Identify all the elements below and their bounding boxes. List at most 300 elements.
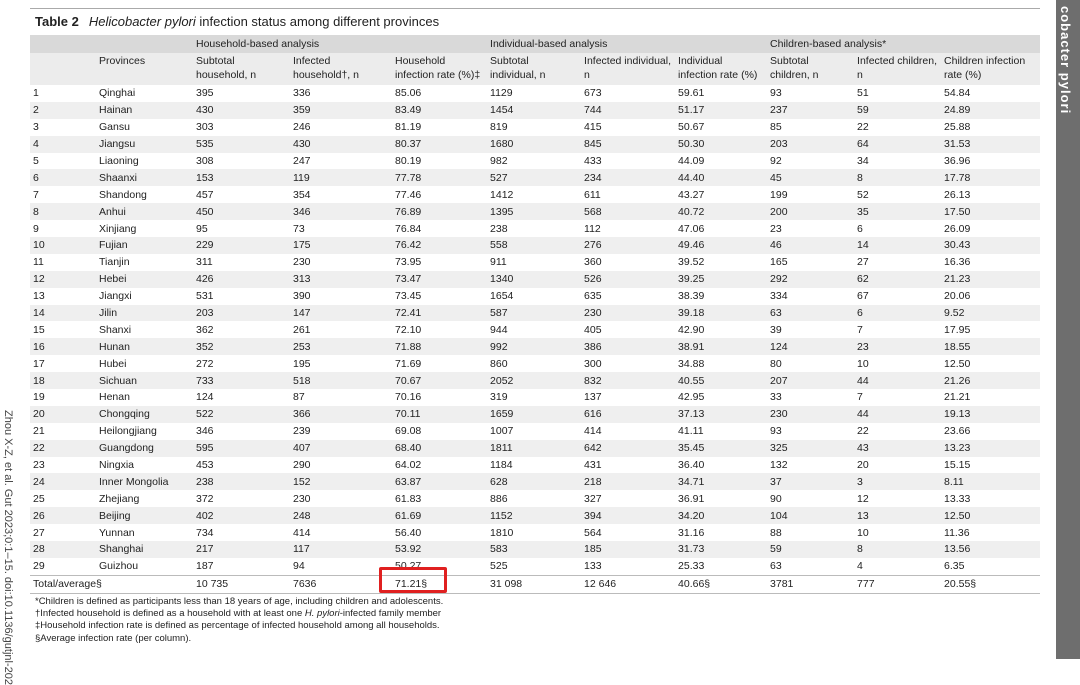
table-cell: 527 [487, 169, 581, 186]
table-cell: Liaoning [99, 155, 139, 167]
table-cell: 992 [487, 338, 581, 355]
table-cell: 27 [33, 526, 45, 539]
table-cell: 70.16 [395, 391, 422, 404]
table-cell: 366 [290, 406, 392, 423]
table-cell: 83.49 [392, 102, 487, 119]
total-cell [96, 575, 193, 593]
table-cell: 71.69 [395, 357, 422, 370]
table-cell: Hebei [96, 271, 193, 288]
table-cell: 4 [857, 560, 863, 573]
table-cell: 313 [290, 271, 392, 288]
table-cell: 642 [581, 440, 675, 457]
table-cell: 19.13 [941, 406, 1040, 423]
table-row [30, 541, 1040, 558]
table-cell: 22 [857, 121, 869, 134]
table-cell: 431 [584, 459, 602, 472]
footnote-part: H. pylori [304, 608, 340, 620]
table-cell: 185 [581, 541, 675, 558]
table-cell: 137 [584, 391, 602, 404]
table-cell: 39 [770, 323, 782, 336]
table-cell: 36.91 [678, 492, 705, 505]
table-cell: 229 [193, 237, 290, 254]
table-cell: 1395 [487, 203, 581, 220]
table-cell: 568 [581, 203, 675, 220]
table-cell: 13 [854, 507, 941, 524]
table-cell: 734 [196, 526, 214, 539]
table-cell: 311 [196, 256, 213, 269]
table-cell: 407 [290, 440, 392, 457]
group-individual: Individual-based analysis [487, 35, 767, 53]
table-cell: 334 [770, 290, 788, 303]
table-cell: 152 [290, 473, 392, 490]
highlight-box [379, 567, 447, 593]
table-cell: 87 [293, 391, 305, 404]
table-row [30, 440, 1040, 457]
table-cell: 95 [196, 222, 208, 235]
column-header: Subtotal children, n [767, 53, 854, 85]
table-row [30, 406, 1040, 423]
table-cell: 124 [767, 338, 854, 355]
table-footnotes [35, 596, 443, 645]
table-cell: 76.89 [392, 203, 487, 220]
table-cell: Fujian [96, 237, 193, 254]
table-cell: 1 [33, 87, 39, 100]
table-cell: 38.39 [678, 290, 705, 303]
footnote [35, 596, 443, 608]
table-cell: 300 [584, 357, 602, 370]
table-cell: 832 [581, 372, 675, 389]
table-cell: 10 [857, 526, 869, 539]
table-cell: Jiangxi [99, 290, 132, 303]
table-cell: 426 [193, 271, 290, 288]
table-cell: 22 [30, 440, 96, 457]
table-cell: 29 [33, 560, 45, 573]
table-cell: 944 [490, 323, 508, 336]
table-cell: Yunnan [99, 526, 135, 539]
table-cell: 50.67 [678, 121, 705, 134]
table-cell: 218 [581, 473, 675, 490]
table-cell: 1811 [487, 440, 581, 457]
table-cell: Zhejiang [99, 492, 140, 505]
table-cell: 217 [193, 541, 290, 558]
table-cell: 73.45 [395, 290, 422, 303]
table-cell: 39.25 [675, 271, 767, 288]
table-cell: 34 [857, 155, 869, 167]
data-table [30, 35, 1040, 594]
table-cell: 20.06 [944, 290, 971, 303]
table-cell: 153 [193, 169, 290, 186]
table-cell: 6 [857, 222, 863, 235]
top-rule [30, 8, 1040, 9]
table-cell: 230 [581, 305, 675, 322]
total-cell: 10 735 [193, 575, 290, 593]
footnote-part: *Children is defined as participants less than 18 years of age, including children and adolescents. [35, 596, 444, 607]
table-cell: Gansu [99, 121, 130, 134]
table-cell: 81.19 [395, 121, 422, 134]
table-cell: 31.73 [675, 541, 767, 558]
table-cell: 982 [490, 155, 508, 167]
table-cell: 247 [293, 155, 311, 167]
table-cell: 69.08 [395, 425, 422, 438]
group-header-row [30, 35, 1040, 53]
table-cell: 860 [490, 357, 508, 370]
table-cell: Anhui [96, 203, 193, 220]
table-cell: 26 [30, 507, 96, 524]
table-cell: 414 [293, 526, 311, 539]
table-cell: 35.45 [675, 440, 767, 457]
table-cell: 51.17 [675, 102, 767, 119]
table-row [30, 338, 1040, 355]
table-cell: 26.13 [944, 188, 971, 201]
table-cell: 61.83 [395, 492, 422, 505]
table-cell: Xinjiang [99, 222, 137, 235]
table-cell: 276 [581, 237, 675, 254]
table-cell: 85 [770, 121, 782, 134]
table-cell: 237 [767, 102, 854, 119]
footnote [35, 620, 443, 632]
table-cell: 70.11 [392, 406, 487, 423]
table-cell: 24 [30, 473, 96, 490]
table-cell: 39.18 [675, 305, 767, 322]
table-cell: 1659 [487, 406, 581, 423]
table-cell: 1810 [490, 526, 514, 539]
table-cell: 1680 [487, 136, 581, 153]
table-cell: 73.95 [395, 256, 422, 269]
table-cell: 41.11 [678, 425, 704, 438]
table-cell: 8.11 [941, 473, 1040, 490]
table-cell: 360 [584, 256, 602, 269]
table-cell: 253 [290, 338, 392, 355]
table-cell: 611 [584, 188, 601, 201]
table-cell: 3 [854, 473, 941, 490]
table-cell: Hunan [96, 338, 193, 355]
table-cell: 63 [767, 305, 854, 322]
total-cell: Total/average§ [30, 575, 96, 593]
footnote-part: †Infected household is defined as a household with at least one [35, 608, 305, 620]
table-cell: 80 [770, 357, 782, 370]
table-cell: 44.09 [678, 155, 705, 167]
table-cell: 37 [767, 473, 854, 490]
table-cell: 362 [196, 323, 214, 336]
table-row [30, 524, 1040, 541]
table-cell: 104 [767, 507, 854, 524]
table-cell: 11 [33, 256, 44, 269]
table-cell: 35 [854, 203, 941, 220]
table-row [30, 457, 1040, 474]
table-cell: 50.30 [675, 136, 767, 153]
table-cell: Jilin [96, 305, 193, 322]
table-row [30, 186, 1040, 203]
table-cell: 59.61 [678, 87, 705, 100]
table-cell: 12.50 [941, 507, 1040, 524]
table-cell: 119 [290, 169, 392, 186]
left-margin [0, 0, 28, 685]
table-row [30, 271, 1040, 288]
table-cell: 272 [196, 357, 214, 370]
table-row [30, 119, 1040, 136]
column-header: Subtotal individual, n [487, 53, 581, 85]
table-cell: 52 [857, 188, 869, 201]
table-cell: 26.09 [944, 222, 971, 235]
table-cell: 10 [857, 357, 869, 370]
table-cell: 34.88 [678, 357, 705, 370]
table-row [30, 203, 1040, 220]
table-cell: 1454 [487, 102, 581, 119]
table-cell: 433 [584, 155, 602, 167]
table-cell: 203 [193, 305, 290, 322]
table-title [35, 14, 439, 29]
table-cell: 28 [30, 541, 96, 558]
table-cell: 303 [196, 121, 214, 134]
total-cell: 12 646 [581, 575, 675, 593]
column-header: Infected children, n [854, 53, 941, 85]
table-cell: 13.33 [944, 492, 971, 505]
table-cell: Jiangsu [96, 136, 193, 153]
table-cell: 402 [193, 507, 290, 524]
table-cell: 17.95 [944, 323, 971, 336]
table-row [30, 169, 1040, 186]
table-cell: Qinghai [99, 87, 136, 100]
table-cell: 1007 [490, 425, 514, 438]
table-cell: 886 [490, 492, 508, 505]
table-cell: 1129 [490, 87, 513, 100]
table-cell: 93 [770, 425, 782, 438]
table-cell: 3 [33, 121, 39, 134]
table-cell: 175 [290, 237, 392, 254]
table-cell: 6.35 [944, 560, 965, 573]
table-cell: 17.50 [941, 203, 1040, 220]
column-header: Infected household†, n [290, 53, 392, 85]
table-cell: 23 [854, 338, 941, 355]
table-cell: 33 [770, 391, 782, 404]
table-cell: 635 [584, 290, 602, 303]
table-cell: 59 [767, 541, 854, 558]
total-cell: 3781 [767, 575, 854, 593]
table-cell: 21.23 [941, 271, 1040, 288]
table-cell: 16 [30, 338, 96, 355]
table-cell: 132 [770, 459, 788, 472]
table-cell: Sichuan [96, 372, 193, 389]
footnote-part: §Average infection rate (per column). [35, 632, 192, 644]
table-cell: 415 [584, 121, 602, 134]
table-cell: 21 [33, 425, 45, 438]
table-cell: 526 [581, 271, 675, 288]
table-cell: 73 [293, 222, 305, 235]
table-cell: 71.88 [392, 338, 487, 355]
table-cell: 76.84 [395, 222, 422, 235]
table-cell: 7 [33, 188, 39, 201]
table-cell: 76.42 [392, 237, 487, 254]
table-cell: Tianjin [99, 256, 130, 269]
table-cell: Shandong [99, 188, 147, 201]
table-cell: 230 [293, 256, 311, 269]
table-cell: 535 [193, 136, 290, 153]
table-row [30, 237, 1040, 254]
footnote-part: -infected family member [339, 608, 442, 620]
table-cell: 15 [33, 323, 45, 336]
table-row [30, 102, 1040, 119]
total-row [30, 575, 1040, 593]
table-cell: 238 [490, 222, 508, 235]
table-cell: 30.43 [941, 237, 1040, 254]
total-cell: 7636 [290, 575, 392, 593]
table-cell: 31.53 [941, 136, 1040, 153]
table-cell: 45 [767, 169, 854, 186]
table-cell: Beijing [96, 507, 193, 524]
table-cell: 911 [490, 256, 507, 269]
table-cell: 73.47 [392, 271, 487, 288]
table-cell: 8 [854, 169, 941, 186]
table-cell: 22 [857, 425, 869, 438]
table-cell: 6 [30, 169, 96, 186]
table-cell: 319 [490, 391, 508, 404]
table-cell: 124 [196, 391, 214, 404]
table-cell: 2052 [487, 372, 581, 389]
table-cell: 50.27 [395, 560, 422, 573]
table-cell: 16.36 [944, 256, 971, 269]
table-cell: 327 [584, 492, 602, 505]
table-cell: 34.71 [675, 473, 767, 490]
table-cell: 1412 [490, 188, 514, 201]
table-cell: 6 [854, 305, 941, 322]
table-cell: 346 [196, 425, 214, 438]
table-cell: 207 [767, 372, 854, 389]
table-cell: 43 [854, 440, 941, 457]
table-cell: 1152 [487, 507, 581, 524]
column-header: Children infection rate (%) [941, 53, 1040, 85]
table-row [30, 85, 1040, 102]
table-row [30, 423, 1040, 440]
total-cell: 20.55§ [941, 575, 1040, 593]
column-header: Subtotal household, n [193, 53, 290, 85]
table-cell: 20 [857, 459, 869, 472]
table-cell: 1654 [490, 290, 514, 303]
table-cell: 14 [30, 305, 96, 322]
table-cell: Shanghai [96, 541, 193, 558]
table-cell: 85.06 [395, 87, 422, 100]
table-cell: 25.33 [678, 560, 705, 573]
table-row [30, 389, 1040, 406]
table-cell: 37.13 [675, 406, 767, 423]
table-cell: 44.40 [675, 169, 767, 186]
title-italic: Helicobacter pylori [88, 14, 196, 29]
table-row [30, 321, 1040, 338]
table-row [30, 288, 1040, 305]
group-children: Children-based analysis* [767, 35, 1040, 53]
table-cell: 390 [293, 290, 311, 303]
table-cell: 27 [857, 256, 869, 269]
table-cell: Henan [99, 391, 130, 404]
table-cell: 12.50 [944, 357, 971, 370]
table-cell: 230 [767, 406, 854, 423]
table-cell: 372 [196, 492, 214, 505]
table-cell: 292 [767, 271, 854, 288]
table-cell: 346 [290, 203, 392, 220]
table-cell: 234 [581, 169, 675, 186]
table-cell: 80.19 [395, 155, 422, 167]
column-header-row [30, 53, 1040, 85]
table-row [30, 372, 1040, 389]
table-label: Table 2 [35, 14, 79, 29]
table-cell: 62 [854, 271, 941, 288]
table-cell: 8 [30, 203, 96, 220]
table-cell: 42.95 [678, 391, 705, 404]
table-cell: 112 [584, 222, 601, 235]
table-row [30, 220, 1040, 237]
table-cell: 165 [770, 256, 788, 269]
total-cell: 31 098 [487, 575, 581, 593]
table-cell: 4 [30, 136, 96, 153]
sidebar-title: cobacter pylori [1058, 6, 1073, 115]
table-cell: 88 [770, 526, 782, 539]
footnote [35, 633, 443, 645]
table-cell: 386 [581, 338, 675, 355]
table-cell: 49.46 [675, 237, 767, 254]
table-cell: 9 [33, 222, 39, 235]
table-cell: 430 [290, 136, 392, 153]
table-cell: 147 [290, 305, 392, 322]
table-cell: 199 [770, 188, 788, 201]
table-cell: 18.55 [941, 338, 1040, 355]
table-cell: 628 [487, 473, 581, 490]
footnote [35, 608, 443, 620]
table-cell: 17.78 [941, 169, 1040, 186]
table-cell: 733 [193, 372, 290, 389]
table-cell: 67 [857, 290, 869, 303]
table-cell: 24.89 [941, 102, 1040, 119]
table-cell: 352 [193, 338, 290, 355]
table-cell: Guangdong [96, 440, 193, 457]
table-cell: 64 [854, 136, 941, 153]
table-cell: 56.40 [395, 526, 422, 539]
table-cell: 261 [293, 323, 311, 336]
table-cell: 1184 [490, 459, 513, 472]
table-cell: Hubei [99, 357, 127, 370]
table-cell: 564 [584, 526, 602, 539]
table-cell: 336 [293, 87, 311, 100]
table-cell: 93 [770, 87, 782, 100]
group-household: Household-based analysis [193, 35, 487, 53]
table-cell: 595 [193, 440, 290, 457]
table-cell: 8 [854, 541, 941, 558]
table-row [30, 558, 1040, 575]
table-cell: 394 [581, 507, 675, 524]
table-cell: 64.02 [395, 459, 422, 472]
table-cell: 200 [767, 203, 854, 220]
footnote-part: ‡Household infection rate is defined as percentage of infected household among all households. [35, 620, 440, 632]
table-cell: Inner Mongolia [96, 473, 193, 490]
table-cell: 80.37 [392, 136, 487, 153]
table-cell: Ningxia [99, 459, 135, 472]
table-cell: 72.10 [395, 323, 422, 336]
table-cell: 31.16 [678, 526, 705, 539]
table-cell: 68.40 [392, 440, 487, 457]
table-cell: 43.27 [678, 188, 705, 201]
total-cell: 40.66§ [675, 575, 767, 593]
table-cell: 430 [193, 102, 290, 119]
table-cell: 203 [767, 136, 854, 153]
table-cell: 248 [290, 507, 392, 524]
table-cell: 239 [293, 425, 311, 438]
table-cell: Shanxi [99, 323, 132, 336]
table-cell: 744 [581, 102, 675, 119]
table-cell: 61.69 [392, 507, 487, 524]
table-cell: 42.90 [678, 323, 705, 336]
citation-text: Zhou X-Z, et al. Gut 2023;0:1–15. doi:10.1136/gutjnl-202 [2, 410, 14, 685]
table-cell: 187 [196, 560, 214, 573]
table-cell: 36.96 [944, 155, 971, 167]
table-cell: 38.91 [675, 338, 767, 355]
